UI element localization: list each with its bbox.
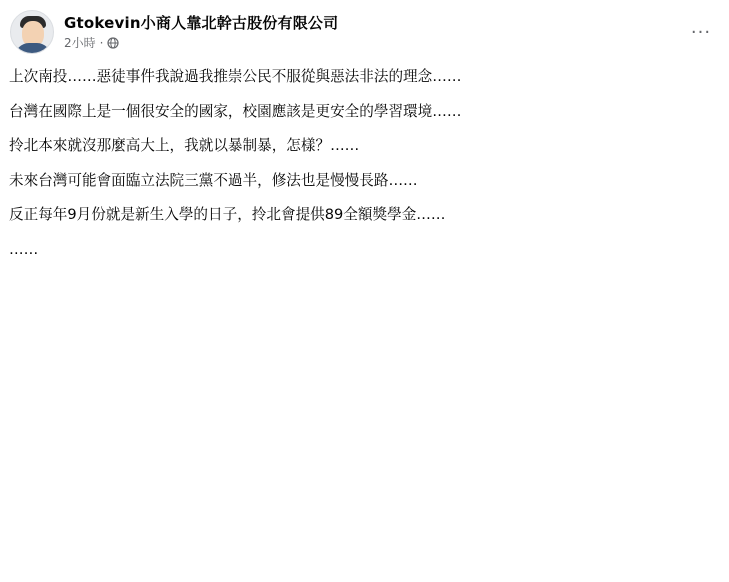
post-paragraph: 台灣在國際上是一個很安全的國家，校園應該是更安全的學習環境…… <box>9 102 462 120</box>
post-meta <box>64 13 338 51</box>
post-paragraph: 上次南投……惡徒事件我說過我推崇公民不服從與惡法非法的理念…… <box>9 68 462 85</box>
globe-icon[interactable] <box>107 37 119 49</box>
more-options-icon: ··· <box>690 21 712 43</box>
post-paragraph: 拎北本來就沒那麼高大上，我就以暴制暴，怎樣？…… <box>9 137 360 155</box>
avatar-shirt <box>15 43 51 54</box>
poster-name[interactable]: Gtokevin小商人靠北幹古股份有限公司 <box>64 14 339 32</box>
separator-dot: · <box>99 36 104 50</box>
more-options-button[interactable] <box>685 16 717 48</box>
post-paragraph: …… <box>9 240 39 258</box>
post-timestamp[interactable]: 2小時 <box>64 36 96 50</box>
avatar[interactable] <box>10 10 54 54</box>
post-body <box>0 56 729 262</box>
post-subline <box>64 35 338 51</box>
post-paragraph: 未來台灣可能會面臨立法院三黨不過半，修法也是慢慢長路…… <box>9 171 418 189</box>
post-paragraph: 反正每年9月份就是新生入學的日子，拎北會提供89全額獎學金…… <box>9 206 446 224</box>
post-header <box>0 8 729 56</box>
